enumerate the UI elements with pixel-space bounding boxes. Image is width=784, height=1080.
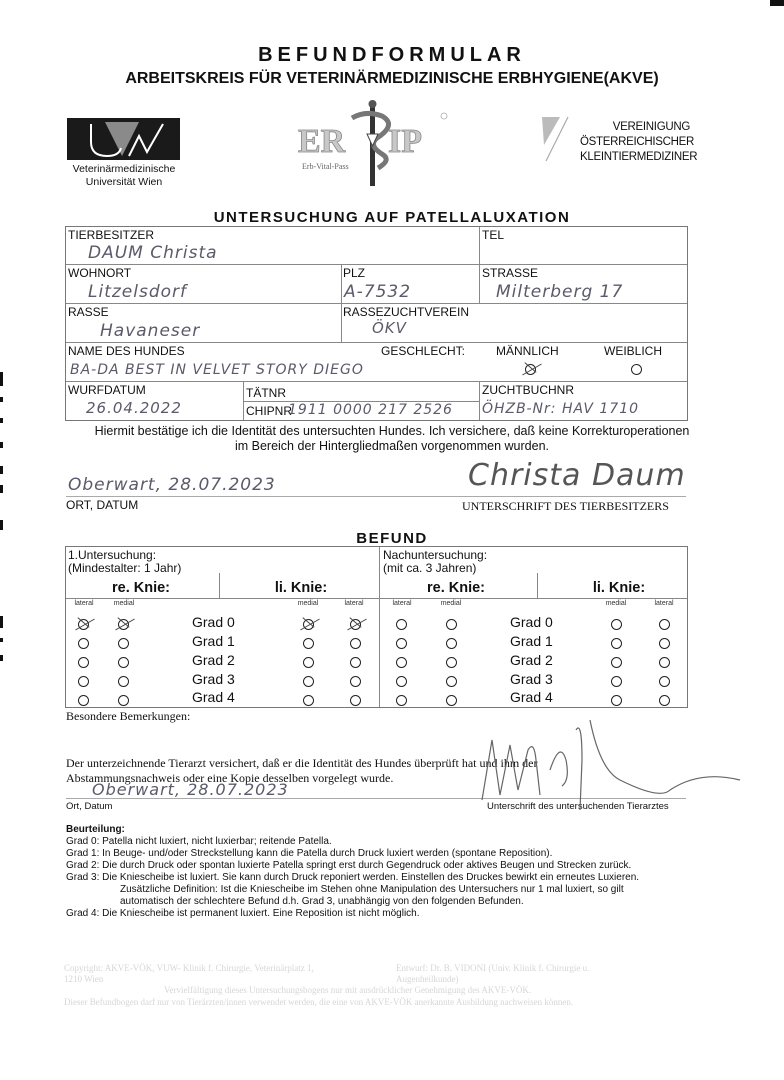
- first-right-lateral-grade-4-radio[interactable]: [78, 695, 89, 706]
- tattoo-label: TÄTNR: [246, 386, 286, 400]
- chip-field[interactable]: 1911 0000 217 2526: [288, 402, 453, 418]
- first-right-lateral-label: lateral: [74, 600, 94, 607]
- followup-right-lateral-grade-2-radio[interactable]: [396, 657, 407, 668]
- followup-right-medial-grade-4-radio[interactable]: [446, 695, 457, 706]
- scan-edge-mark: [0, 520, 3, 530]
- assessment-grade-3-extra-1: Zusätzliche Definition: Ist die Kniescheibe im Stehen ohne Manipulation des Untersuchers nur 1 mal luxiert, so gilt: [120, 884, 624, 895]
- dog-name-field[interactable]: BA-DA BEST IN VELVET STORY DIEGO: [70, 362, 364, 378]
- first-right-lateral-grade-3-radio[interactable]: [78, 676, 89, 687]
- first-right-lateral-grade-0-radio-checked[interactable]: [78, 619, 89, 630]
- followup-right-lateral-grade-0-radio[interactable]: [396, 619, 407, 630]
- scan-edge-mark: [0, 655, 3, 661]
- first-grade-0: Grad 0: [192, 614, 235, 630]
- vet-signature-label: Unterschrift des untersuchenden Tierarztes: [487, 801, 669, 812]
- male-label: MÄNNLICH: [496, 344, 559, 358]
- footer-copyright: Copyright: AKVE-VÖK, VUW- Klinik f. Chirurgie, Veterinärplatz 1, 1210 Wien: [64, 963, 314, 984]
- followup-left-medial-grade-2-radio[interactable]: [611, 657, 622, 668]
- scan-edge-mark: [0, 442, 3, 448]
- scan-edge-mark: [0, 616, 3, 628]
- first-left-medial-grade-1-radio[interactable]: [303, 638, 314, 649]
- owner-place-date-field[interactable]: Oberwart, 28.07.2023: [68, 475, 276, 495]
- followup-left-lateral-grade-0-radio[interactable]: [659, 619, 670, 630]
- voek-line1: VEREINIGUNG: [612, 121, 690, 133]
- followup-subtitle: (mit ca. 3 Jahren): [383, 561, 477, 575]
- scan-edge-mark: [0, 418, 3, 423]
- followup-right-medial-grade-1-radio[interactable]: [446, 638, 457, 649]
- dog-name-label: NAME DES HUNDES: [68, 344, 185, 358]
- followup-right-medial-grade-2-radio[interactable]: [446, 657, 457, 668]
- first-right-medial-grade-1-radio[interactable]: [118, 638, 129, 649]
- followup-left-medial-grade-1-radio[interactable]: [611, 638, 622, 649]
- first-grade-4: Grad 4: [192, 689, 235, 705]
- female-label: WEIBLICH: [604, 344, 663, 358]
- owner-label: TIERBESITZER: [68, 228, 155, 242]
- svg-text:IP: IP: [388, 123, 422, 160]
- owner-statement: [60, 424, 724, 454]
- followup-left-knee-heading: li. Knie:: [592, 580, 646, 596]
- followup-left-medial-label: medial: [605, 600, 627, 607]
- zip-label: PLZ: [343, 266, 366, 280]
- followup-left-lateral-grade-2-radio[interactable]: [659, 657, 670, 668]
- tattoo-field[interactable]: [296, 383, 466, 399]
- street-label: STRASSE: [482, 266, 539, 280]
- first-left-lateral-grade-4-radio[interactable]: [350, 695, 361, 706]
- first-left-medial-grade-4-radio[interactable]: [303, 695, 314, 706]
- male-radio-checked[interactable]: [525, 364, 536, 375]
- street-field[interactable]: Milterberg 17: [496, 282, 624, 302]
- document-subtitle: ARBEITSKREIS FÜR VETERINÄRMEDIZINISCHE ERBHYGIENE(AKVE): [125, 70, 659, 87]
- followup-right-lateral-grade-3-radio[interactable]: [396, 676, 407, 687]
- followup-right-medial-grade-0-radio[interactable]: [446, 619, 457, 630]
- voek-line2: ÖSTERREICHISCHER: [580, 136, 695, 148]
- section-title: UNTERSUCHUNG AUF PATELLALUXATION: [213, 209, 571, 226]
- city-label: WOHNORT: [68, 266, 132, 280]
- voek-line3: KLEINTIERMEDIZINER: [580, 151, 698, 163]
- studbook-field[interactable]: ÖHZB-Nr: HAV 1710: [482, 401, 640, 417]
- followup-left-lateral-grade-1-radio[interactable]: [659, 638, 670, 649]
- remarks-label: Besondere Bemerkungen:: [66, 709, 191, 723]
- first-left-lateral-grade-1-radio[interactable]: [350, 638, 361, 649]
- ervip-tagline: Erb-Vital-Pass: [302, 162, 349, 171]
- first-right-lateral-grade-2-radio[interactable]: [78, 657, 89, 668]
- first-right-medial-grade-0-radio-checked[interactable]: [118, 619, 129, 630]
- first-grade-3: Grad 3: [192, 671, 235, 687]
- female-radio[interactable]: [631, 364, 642, 375]
- assessment-grade-4: Grad 4: Die Kniescheibe ist permanent luxiert. Eine Reposition ist nicht möglich.: [66, 908, 420, 919]
- first-right-medial-grade-3-radio[interactable]: [118, 676, 129, 687]
- zip-field[interactable]: A-7532: [344, 282, 412, 302]
- assessment-grade-1: Grad 1: In Beuge- und/oder Streckstellung kann die Patella durch Druck luxiert werden (spontane Reposition).: [66, 848, 553, 859]
- tel-field[interactable]: [496, 243, 646, 261]
- footer-usage: Dieser Befundbogen darf nur von Tierärzten/innen verwendet werden, die eine von AKVE-VÖK anerkannte Ausbildung nachweisen können.: [64, 997, 574, 1007]
- first-left-medial-grade-3-radio[interactable]: [303, 676, 314, 687]
- followup-right-lateral-grade-1-radio[interactable]: [396, 638, 407, 649]
- followup-grade-1: Grad 1: [510, 633, 553, 649]
- scan-edge-mark: [0, 466, 3, 474]
- chip-label: CHIPNR: [246, 404, 293, 418]
- vet-signature[interactable]: [470, 700, 770, 820]
- sex-label: GESCHLECHT:: [381, 344, 466, 358]
- befund-table: [65, 546, 688, 708]
- scan-edge-mark: [0, 397, 3, 402]
- uvw-label-line1: Veterinärmedizinische: [72, 163, 176, 175]
- vet-place-date-field[interactable]: Oberwart, 28.07.2023: [92, 780, 289, 799]
- uvw-logo-label: [60, 163, 188, 189]
- first-left-knee-heading: li. Knie:: [274, 580, 328, 596]
- owner-dog-form: [65, 226, 688, 421]
- assessment-grade-0: Grad 0: Patella nicht luxiert, nicht luxierbar; reitende Patella.: [66, 836, 332, 847]
- followup-left-medial-grade-0-radio[interactable]: [611, 619, 622, 630]
- club-field[interactable]: ÖKV: [372, 319, 407, 337]
- followup-title: Nachuntersuchung:: [383, 548, 488, 562]
- vet-statement-line2: Abstammungsnachweis oder eine Kopie desselben vorgelegt wurde.: [66, 771, 394, 785]
- followup-grade-0: Grad 0: [510, 614, 553, 630]
- followup-right-knee-heading: re. Knie:: [426, 580, 485, 596]
- scan-edge-mark: [0, 485, 3, 493]
- scan-corner-mark: [770, 0, 784, 6]
- first-left-medial-label: medial: [297, 600, 319, 607]
- followup-right-medial-label: medial: [440, 600, 462, 607]
- vet-place-date-label: Ort, Datum: [66, 801, 113, 812]
- ervip-logo: [296, 96, 456, 188]
- studbook-label: ZUCHTBUCHNR: [482, 383, 574, 397]
- breed-label: RASSE: [68, 305, 109, 319]
- voek-logo-text: [580, 120, 698, 165]
- first-left-lateral-grade-0-radio-checked[interactable]: [350, 619, 361, 630]
- assessment-grade-3-extra-2: automatisch der schlechtere Befund d.h. Grad 3, unabhängig von den folgenden Befunden.: [120, 896, 524, 907]
- club-label: RASSEZUCHTVEREIN: [343, 305, 470, 319]
- first-left-lateral-grade-3-radio[interactable]: [350, 676, 361, 687]
- first-left-medial-grade-0-radio-checked[interactable]: [303, 619, 314, 630]
- followup-right-lateral-label: lateral: [392, 600, 412, 607]
- first-right-medial-grade-4-radio[interactable]: [118, 695, 129, 706]
- followup-left-medial-grade-3-radio[interactable]: [611, 676, 622, 687]
- first-right-medial-grade-2-radio[interactable]: [118, 657, 129, 668]
- first-left-lateral-grade-2-radio[interactable]: [350, 657, 361, 668]
- assessment-grade-3: Grad 3: Die Kniescheibe ist luxiert. Sie kann durch Druck reponiert werden. Einstellen des Druckes bewirkt ein erneutes Luxieren.: [66, 872, 640, 883]
- uvw-label-line2: Universität Wien: [85, 176, 163, 188]
- footer-reproduction: Vervielfältigung dieses Untersuchungsbogens nur mit ausdrücklicher Genehmigung des AKVE-VÖK.: [164, 985, 532, 995]
- befund-title: BEFUND: [356, 530, 428, 547]
- scan-edge-mark: [0, 638, 3, 642]
- vet-statement-line1: Der unterzeichnende Tierarzt versichert, daß er die Identität des Hundes überprüft hat und ihm der: [66, 756, 538, 770]
- first-exam-title: 1.Untersuchung:: [68, 548, 157, 562]
- footer-design: Entwurf: Dr. B. VIDONI (Univ. Klinik f. Chirurgie u. Augenheilkunde): [396, 963, 590, 984]
- first-right-medial-label: medial: [113, 600, 135, 607]
- followup-left-lateral-grade-3-radio[interactable]: [659, 676, 670, 687]
- assessment-section: [66, 824, 726, 920]
- followup-grade-2: Grad 2: [510, 652, 553, 668]
- followup-right-lateral-grade-4-radio[interactable]: [396, 695, 407, 706]
- ervip-wordmark: ER: [298, 123, 346, 160]
- first-left-medial-grade-2-radio[interactable]: [303, 657, 314, 668]
- scan-edge-mark: [0, 372, 3, 386]
- owner-place-date-label: ORT, DATUM: [66, 498, 139, 512]
- owner-field[interactable]: DAUM Christa: [88, 243, 218, 263]
- followup-grade-3: Grad 3: [510, 671, 553, 687]
- first-left-lateral-label: lateral: [344, 600, 364, 607]
- document-title: BEFUNDFORMULAR: [258, 44, 526, 66]
- first-right-knee-heading: re. Knie:: [111, 580, 170, 596]
- owner-statement-line2: im Bereich der Hintergliedmaßen vorgenommen wurden.: [234, 439, 550, 453]
- uvw-logo: [67, 118, 180, 160]
- breed-field[interactable]: Havaneser: [100, 321, 201, 341]
- owner-statement-line1: Hiermit bestätige ich die Identität des untersuchten Hundes. Ich versichere, daß keine Korrekturoperationen: [94, 424, 690, 438]
- tel-label: TEL: [482, 228, 505, 242]
- assessment-grade-2: Grad 2: Die durch Druck oder spontan luxierte Patella springt erst durch Gegendruck oder aktives Beugen und Strecken zurück.: [66, 860, 632, 871]
- first-grade-1: Grad 1: [192, 633, 235, 649]
- birth-date-field[interactable]: 26.04.2022: [86, 399, 182, 417]
- owner-signature[interactable]: Christa Daum: [468, 458, 686, 493]
- first-grade-2: Grad 2: [192, 652, 235, 668]
- followup-right-medial-grade-3-radio[interactable]: [446, 676, 457, 687]
- assessment-title: Beurteilung:: [66, 824, 125, 835]
- first-exam-subtitle: (Mindestalter: 1 Jahr): [68, 561, 182, 575]
- followup-left-lateral-label: lateral: [654, 600, 674, 607]
- followup-grade-4: Grad 4: [510, 689, 553, 705]
- birth-date-label: WURFDATUM: [68, 383, 146, 397]
- first-right-lateral-grade-1-radio[interactable]: [78, 638, 89, 649]
- city-field[interactable]: Litzelsdorf: [88, 282, 187, 302]
- owner-signature-label: UNTERSCHRIFT DES TIERBESITZERS: [462, 499, 669, 513]
